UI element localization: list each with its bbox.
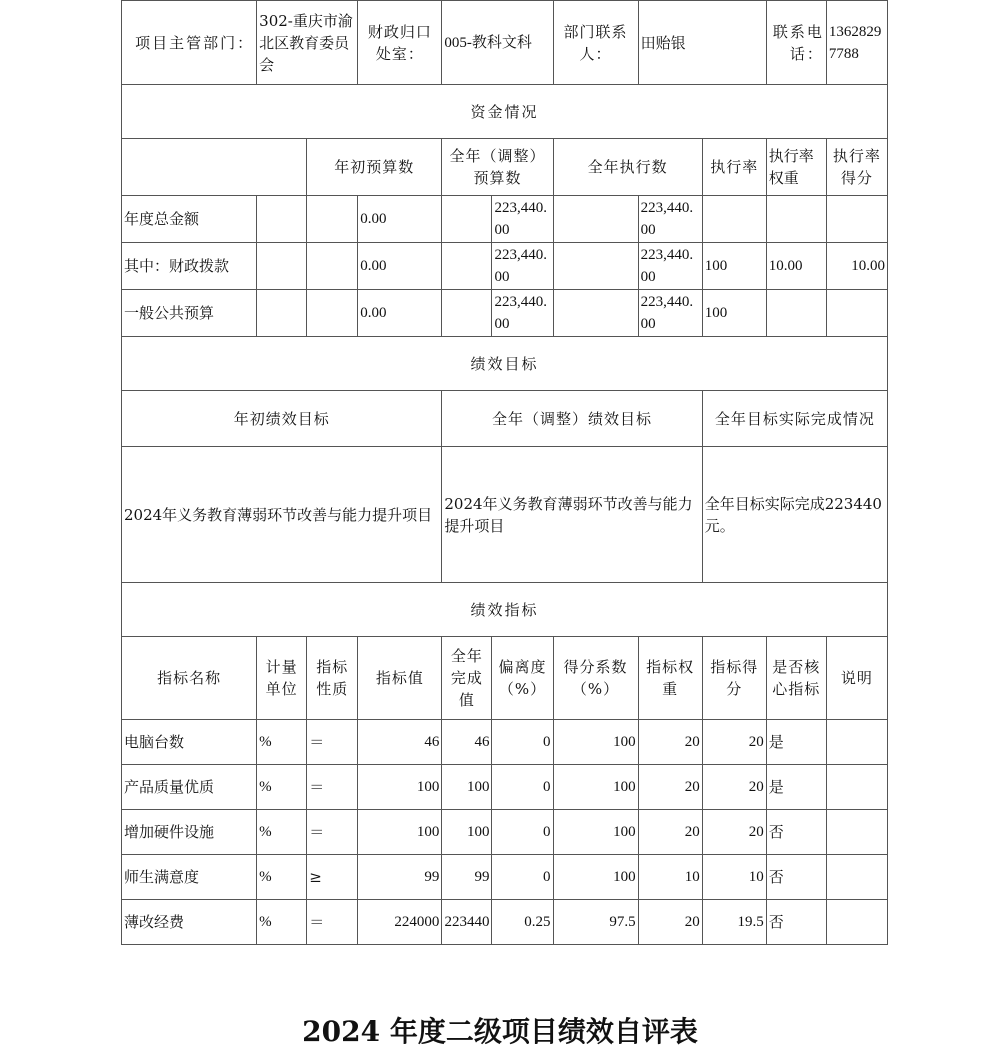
indicator-core: 否: [766, 855, 826, 900]
col-actual-value: 全年完成值: [442, 637, 492, 720]
col-indicator-name: 指标名称: [122, 637, 257, 720]
adjusted-budget-value: 223,440.00: [492, 196, 553, 243]
funds-row-label: 年度总金额: [122, 196, 257, 243]
funds-row-label: 一般公共预算: [122, 290, 257, 337]
indicator-deviation: 0.25: [492, 900, 553, 945]
indicator-note: [826, 900, 887, 945]
exec-score-value: [826, 196, 887, 243]
goals-header-row: [122, 391, 888, 447]
indicator-actual: 223440: [442, 900, 492, 945]
funds-section-title: 资金情况: [122, 85, 888, 139]
indicator-nature: ＝: [307, 810, 358, 855]
initial-budget-value: 0.00: [358, 290, 442, 337]
indicator-score: 19.5: [702, 900, 766, 945]
funds-row: [122, 290, 888, 337]
funds-section-row: [122, 85, 888, 139]
indicator-note: [826, 810, 887, 855]
col-core: 是否核心指标: [766, 637, 826, 720]
next-page-title: 2024 年度二级项目绩效自评表: [302, 1015, 698, 1048]
indicator-row: [122, 900, 888, 945]
indicator-coef: 100: [553, 855, 638, 900]
indicator-score: 20: [702, 810, 766, 855]
indicator-coef: 97.5: [553, 900, 638, 945]
indicator-row: [122, 855, 888, 900]
executed-value: 223,440.00: [638, 243, 702, 290]
executed-value: 223,440.00: [638, 196, 702, 243]
col-exec-rate: 执行率: [702, 139, 766, 196]
indicator-coef: 100: [553, 810, 638, 855]
funds-header-blank: [122, 139, 307, 196]
phone-label: 联系电话：: [766, 1, 826, 85]
funds-row: [122, 243, 888, 290]
indicators-section-title: 绩效指标: [122, 583, 888, 637]
exec-rate-value: 100: [702, 290, 766, 337]
indicator-note: [826, 720, 887, 765]
indicator-row: [122, 765, 888, 810]
adjusted-budget-value: 223,440.00: [492, 290, 553, 337]
indicator-actual: 99: [442, 855, 492, 900]
indicator-deviation: 0: [492, 720, 553, 765]
exec-weight-value: [766, 196, 826, 243]
indicator-weight: 20: [638, 900, 702, 945]
adjusted-goal-text: 2024年义务教育薄弱环节改善与能力提升项目: [442, 447, 702, 583]
indicators-header-row: [122, 637, 888, 720]
indicator-name: 薄改经费: [122, 900, 257, 945]
col-deviation: 偏离度（%）: [492, 637, 553, 720]
indicator-row: [122, 810, 888, 855]
indicator-coef: 100: [553, 765, 638, 810]
col-weight: 指标权重: [638, 637, 702, 720]
indicator-target: 99: [358, 855, 442, 900]
finance-office-value: 005-教科文科: [442, 1, 553, 85]
indicator-nature: ≥: [307, 855, 358, 900]
phone-value: 13628297788: [826, 1, 887, 85]
indicator-unit: %: [257, 720, 307, 765]
indicator-note: [826, 855, 887, 900]
indicator-name: 产品质量优质: [122, 765, 257, 810]
executed-value: 223,440.00: [638, 290, 702, 337]
indicator-deviation: 0: [492, 855, 553, 900]
exec-weight-value: [766, 290, 826, 337]
indicator-target: 224000: [358, 900, 442, 945]
header-info-row: [122, 1, 888, 85]
goals-section-title: 绩效目标: [122, 337, 888, 391]
indicator-unit: %: [257, 855, 307, 900]
actual-goal-text: 全年目标实际完成223440元。: [702, 447, 887, 583]
col-adjusted-goal: 全年（调整）绩效目标: [442, 391, 702, 447]
contact-label: 部门联系人：: [553, 1, 638, 85]
indicator-actual: 100: [442, 765, 492, 810]
col-nature: 指标性质: [307, 637, 358, 720]
indicator-core: 否: [766, 900, 826, 945]
initial-budget-value: 0.00: [358, 243, 442, 290]
col-exec-score: 执行率得分: [826, 139, 887, 196]
indicator-score: 10: [702, 855, 766, 900]
initial-budget-value: 0.00: [358, 196, 442, 243]
col-actual-goal: 全年目标实际完成情况: [702, 391, 887, 447]
indicator-core: 否: [766, 810, 826, 855]
indicator-note: [826, 765, 887, 810]
indicator-unit: %: [257, 765, 307, 810]
col-score-coef: 得分系数（%）: [553, 637, 638, 720]
indicator-deviation: 0: [492, 810, 553, 855]
performance-evaluation-table: [121, 0, 888, 945]
indicator-actual: 100: [442, 810, 492, 855]
indicator-name: 增加硬件设施: [122, 810, 257, 855]
indicator-actual: 46: [442, 720, 492, 765]
indicator-nature: ＝: [307, 720, 358, 765]
goals-section-row: [122, 337, 888, 391]
indicator-score: 20: [702, 765, 766, 810]
dept-value: 302-重庆市渝北区教育委员会: [257, 1, 358, 85]
col-score: 指标得分: [702, 637, 766, 720]
col-initial-goal: 年初绩效目标: [122, 391, 442, 447]
funds-row: [122, 196, 888, 243]
indicator-unit: %: [257, 900, 307, 945]
indicator-weight: 20: [638, 810, 702, 855]
funds-row-label: 其中：财政拨款: [122, 243, 257, 290]
indicator-name: 电脑台数: [122, 720, 257, 765]
indicator-core: 是: [766, 765, 826, 810]
indicator-weight: 20: [638, 720, 702, 765]
col-initial-budget: 年初预算数: [307, 139, 442, 196]
indicator-score: 20: [702, 720, 766, 765]
exec-rate-value: [702, 196, 766, 243]
exec-score-value: [826, 290, 887, 337]
indicator-name: 师生满意度: [122, 855, 257, 900]
indicator-core: 是: [766, 720, 826, 765]
funds-header-row: [122, 139, 888, 196]
indicator-nature: ＝: [307, 900, 358, 945]
exec-rate-value: 100: [702, 243, 766, 290]
exec-score-value: 10.00: [826, 243, 887, 290]
col-target-value: 指标值: [358, 637, 442, 720]
contact-value: 田贻银: [638, 1, 766, 85]
finance-office-label: 财政归口处室：: [358, 1, 442, 85]
indicator-row: [122, 720, 888, 765]
col-note: 说明: [826, 637, 887, 720]
dept-label: 项目主管部门：: [122, 1, 257, 85]
adjusted-budget-value: 223,440.00: [492, 243, 553, 290]
indicator-coef: 100: [553, 720, 638, 765]
indicator-target: 100: [358, 765, 442, 810]
col-adjusted-budget: 全年（调整）预算数: [442, 139, 553, 196]
col-executed: 全年执行数: [553, 139, 702, 196]
initial-goal-text: 2024年义务教育薄弱环节改善与能力提升项目: [122, 447, 442, 583]
col-unit: 计量单位: [257, 637, 307, 720]
indicator-deviation: 0: [492, 765, 553, 810]
indicator-unit: %: [257, 810, 307, 855]
indicator-weight: 20: [638, 765, 702, 810]
goals-content-row: [122, 447, 888, 583]
indicators-section-row: [122, 583, 888, 637]
exec-weight-value: 10.00: [766, 243, 826, 290]
indicator-nature: ＝: [307, 765, 358, 810]
indicator-target: 100: [358, 810, 442, 855]
indicator-target: 46: [358, 720, 442, 765]
indicator-weight: 10: [638, 855, 702, 900]
col-exec-weight: 执行率权重: [766, 139, 826, 196]
